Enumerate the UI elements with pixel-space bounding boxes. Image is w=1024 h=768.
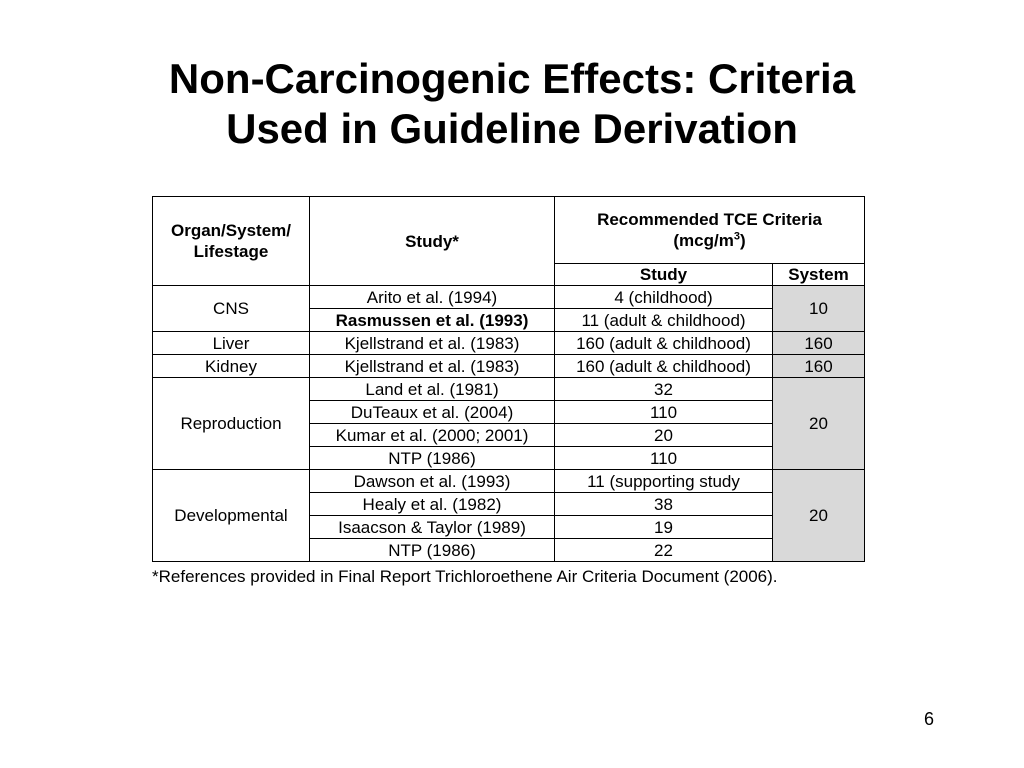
header-organ: Organ/System/ Lifestage <box>153 197 310 286</box>
table-row <box>153 355 865 378</box>
study-cell: NTP (1986) <box>310 447 555 470</box>
system-value-cell: 160 <box>773 332 865 355</box>
criteria-table-body <box>153 286 865 562</box>
study-cell: DuTeaux et al. (2004) <box>310 401 555 424</box>
study-cell: NTP (1986) <box>310 539 555 562</box>
title-line-2: Used in Guideline Derivation <box>226 105 798 152</box>
criteria-value-cell: 11 (supporting study <box>555 470 773 493</box>
table-row <box>153 378 865 401</box>
table-row <box>153 332 865 355</box>
header-criteria-close: ) <box>739 231 746 250</box>
header-criteria-text: Recommended TCE Criteria (mcg/m <box>597 210 822 250</box>
study-cell: Kumar et al. (2000; 2001) <box>310 424 555 447</box>
study-cell: Kjellstrand et al. (1983) <box>310 332 555 355</box>
footnote: *References provided in Final Report Trichloroethene Air Criteria Document (2006). <box>152 567 778 586</box>
table-row <box>153 286 865 309</box>
page-number: 6 <box>924 709 935 729</box>
criteria-value-cell: 19 <box>555 516 773 539</box>
study-cell: Kjellstrand et al. (1983) <box>310 355 555 378</box>
study-cell: Rasmussen et al. (1993) <box>310 309 555 332</box>
study-cell: Healy et al. (1982) <box>310 493 555 516</box>
system-value-cell: 160 <box>773 355 865 378</box>
organ-cell: CNS <box>153 286 310 332</box>
study-cell: Land et al. (1981) <box>310 378 555 401</box>
study-cell: Isaacson & Taylor (1989) <box>310 516 555 539</box>
organ-cell: Reproduction <box>153 378 310 470</box>
header-criteria <box>555 197 865 264</box>
criteria-value-cell: 110 <box>555 401 773 424</box>
organ-cell: Liver <box>153 332 310 355</box>
organ-cell: Kidney <box>153 355 310 378</box>
system-value-cell: 20 <box>773 378 865 470</box>
title-line-1: Non-Carcinogenic Effects: Criteria <box>168 55 856 102</box>
criteria-table <box>152 196 865 562</box>
system-value-cell: 20 <box>773 470 865 562</box>
criteria-value-cell: 22 <box>555 539 773 562</box>
subheader-system: System <box>773 264 865 286</box>
header-study: Study* <box>310 197 555 286</box>
subheader-study: Study <box>555 264 773 286</box>
criteria-value-cell: 11 (adult & childhood) <box>555 309 773 332</box>
criteria-value-cell: 4 (childhood) <box>555 286 773 309</box>
criteria-value-cell: 32 <box>555 378 773 401</box>
system-value-cell: 10 <box>773 286 865 332</box>
header-criteria-sup: 3 <box>733 230 740 243</box>
criteria-value-cell: 160 (adult & childhood) <box>555 355 773 378</box>
criteria-value-cell: 160 (adult & childhood) <box>555 332 773 355</box>
slide-title <box>0 54 1024 154</box>
organ-cell: Developmental <box>153 470 310 562</box>
criteria-value-cell: 110 <box>555 447 773 470</box>
study-cell: Dawson et al. (1993) <box>310 470 555 493</box>
criteria-value-cell: 38 <box>555 493 773 516</box>
study-cell: Arito et al. (1994) <box>310 286 555 309</box>
criteria-value-cell: 20 <box>555 424 773 447</box>
table-row <box>153 470 865 493</box>
